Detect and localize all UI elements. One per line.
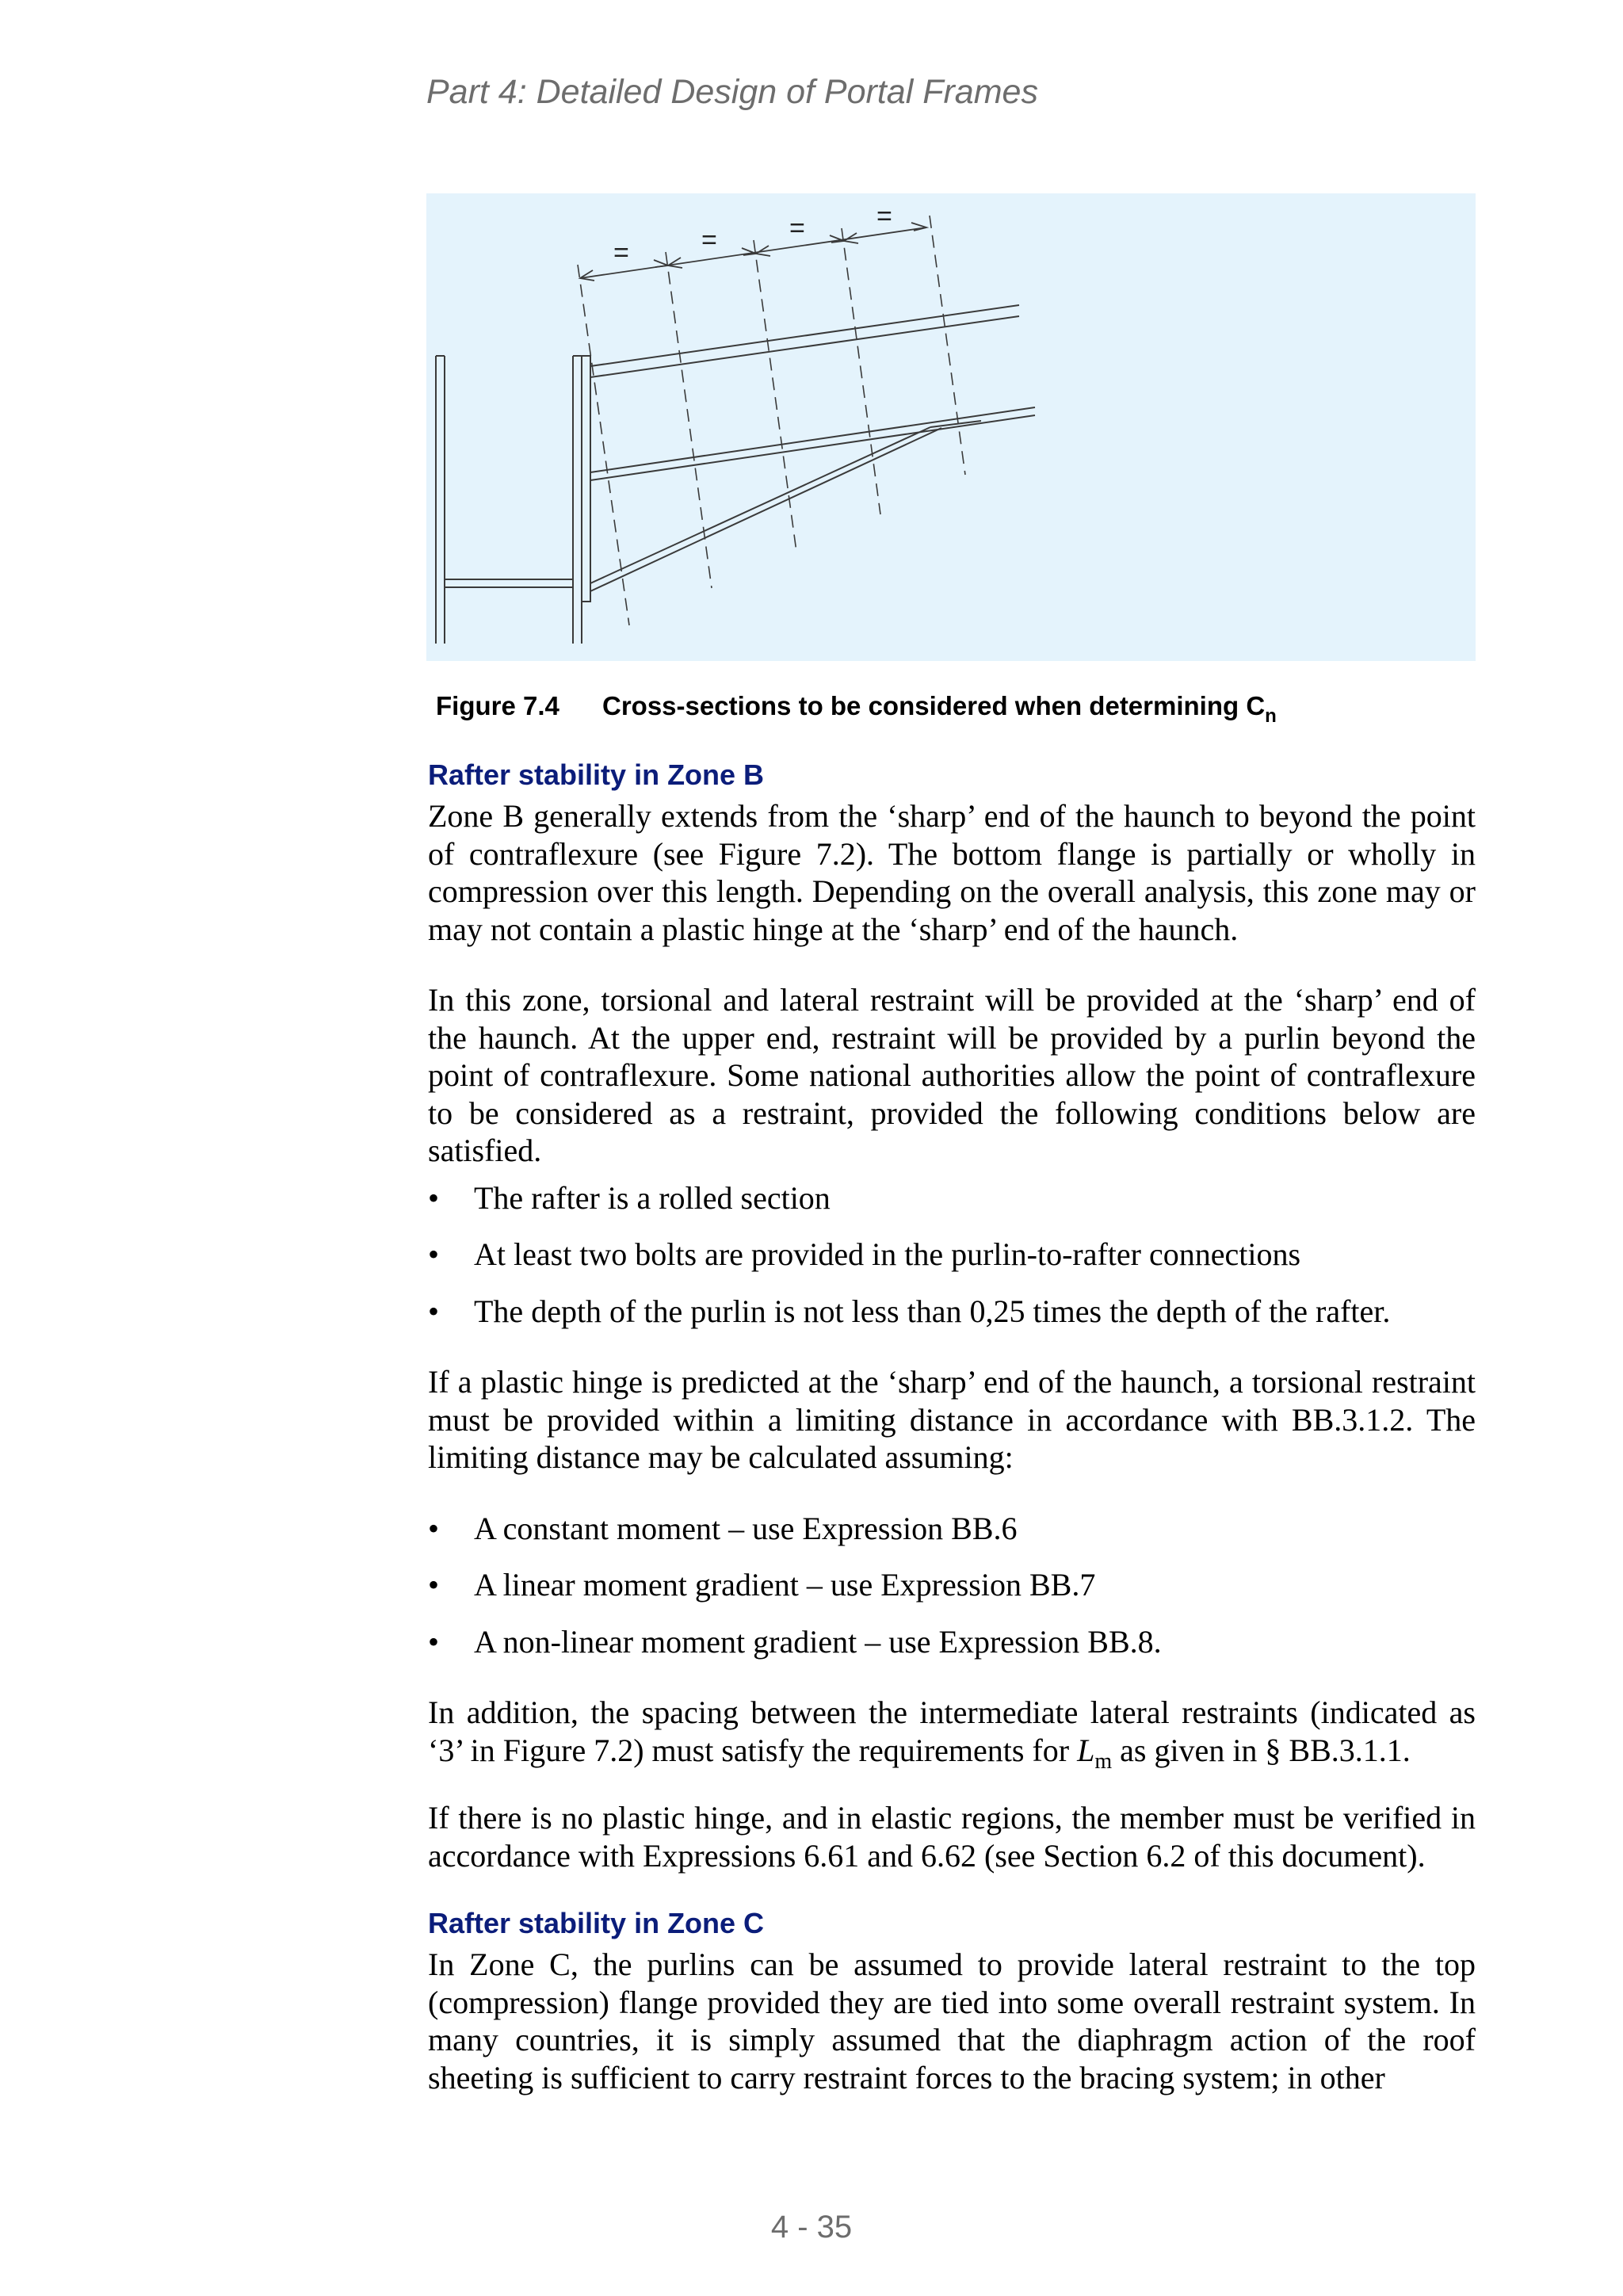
haunch-diagram [426,193,1476,661]
dimension-arrows [580,223,926,281]
paragraph: Zone B generally extends from the ‘sharp’ end of the haunch to beyond the point of contraflexure (see Figure 7.2). The bottom flange is partially or wholly in compression over this length. Depending on the overall analysis, this zone may or may not contain a plastic hinge at the ‘sharp’ end of the haunch. [428,798,1476,947]
equal-mark: = [876,201,892,231]
equal-mark: = [701,225,717,255]
symbol: L [1077,1732,1095,1768]
caption-text: Cross-sections to be considered when determining C [602,691,1266,720]
section-lines [578,216,965,625]
end-plate [582,356,590,602]
conditions-list [428,1179,1476,1331]
figure-portal-frame-haunch [426,193,1476,661]
list-item: • The depth of the purlin is not less than 0,25 times the depth of the rafter. [428,1293,1476,1331]
haunch-flange [590,421,981,591]
text-run: In addition, the spacing between the intermediate lateral restraints (indicated as ‘3’ in Figure 7.2) must satisfy the requirements for [428,1694,1476,1768]
running-header: Part 4: Detailed Design of Portal Frames [426,73,1038,111]
list-item: • The rafter is a rolled section [428,1179,1476,1217]
heading-zone-b: Rafter stability in Zone B [428,758,765,791]
figure-caption [436,691,1277,728]
list-item: • A constant moment – use Expression BB.6 [428,1510,1476,1548]
paragraph: In Zone C, the purlins can be assumed to provide lateral restraint to the top (compression) flange provided they are tied into some overall restraint system. In many countries, it is simply assumed that the diaphragm action of the roof sheeting is sufficient to carry restraint forces to the bracing system; in other [428,1946,1476,2095]
list-item: • A non-linear moment gradient – use Expression BB.8. [428,1623,1476,1661]
text-run: as given in § BB.3.1.1. [1112,1732,1411,1768]
symbol-lm [1077,1732,1113,1774]
column [436,356,582,644]
list-item: • A linear moment gradient – use Expression BB.7 [428,1566,1476,1604]
rafter [590,305,1035,480]
equal-marks [613,201,892,268]
equal-mark: = [613,238,629,268]
heading-zone-c: Rafter stability in Zone C [428,1907,765,1939]
paragraph [428,1694,1476,1780]
caption-number: Figure 7.4 [436,691,559,720]
paragraph: If a plastic hinge is predicted at the ‘sharp’ end of the haunch, a torsional restraint must be provided within a limiting distance in accordance with BB.3.1.2. The limiting distance may be calculated assuming: [428,1364,1476,1475]
assumptions-list [428,1510,1476,1661]
caption-subscript: n [1265,705,1277,727]
equal-mark: = [789,213,805,243]
page-number: 4 - 35 [770,2210,853,2244]
paragraph: In this zone, torsional and lateral restraint will be provided at the ‘sharp’ end of the haunch. At the upper end, restraint will be provided by a purlin beyond the point of contraflexure. Some national authorities allow the point of contraflexure to be considered as a restraint, provided the following conditions below are satisfied. [428,982,1476,1168]
paragraph: If there is no plastic hinge, and in elastic regions, the member must be verified in accordance with Expressions 6.61 and 6.62 (see Section 6.2 of this document). [428,1800,1476,1874]
symbol-subscript: m [1094,1748,1113,1774]
body-text [428,753,1476,2096]
list-item: • At least two bolts are provided in the purlin-to-rafter connections [428,1236,1476,1274]
